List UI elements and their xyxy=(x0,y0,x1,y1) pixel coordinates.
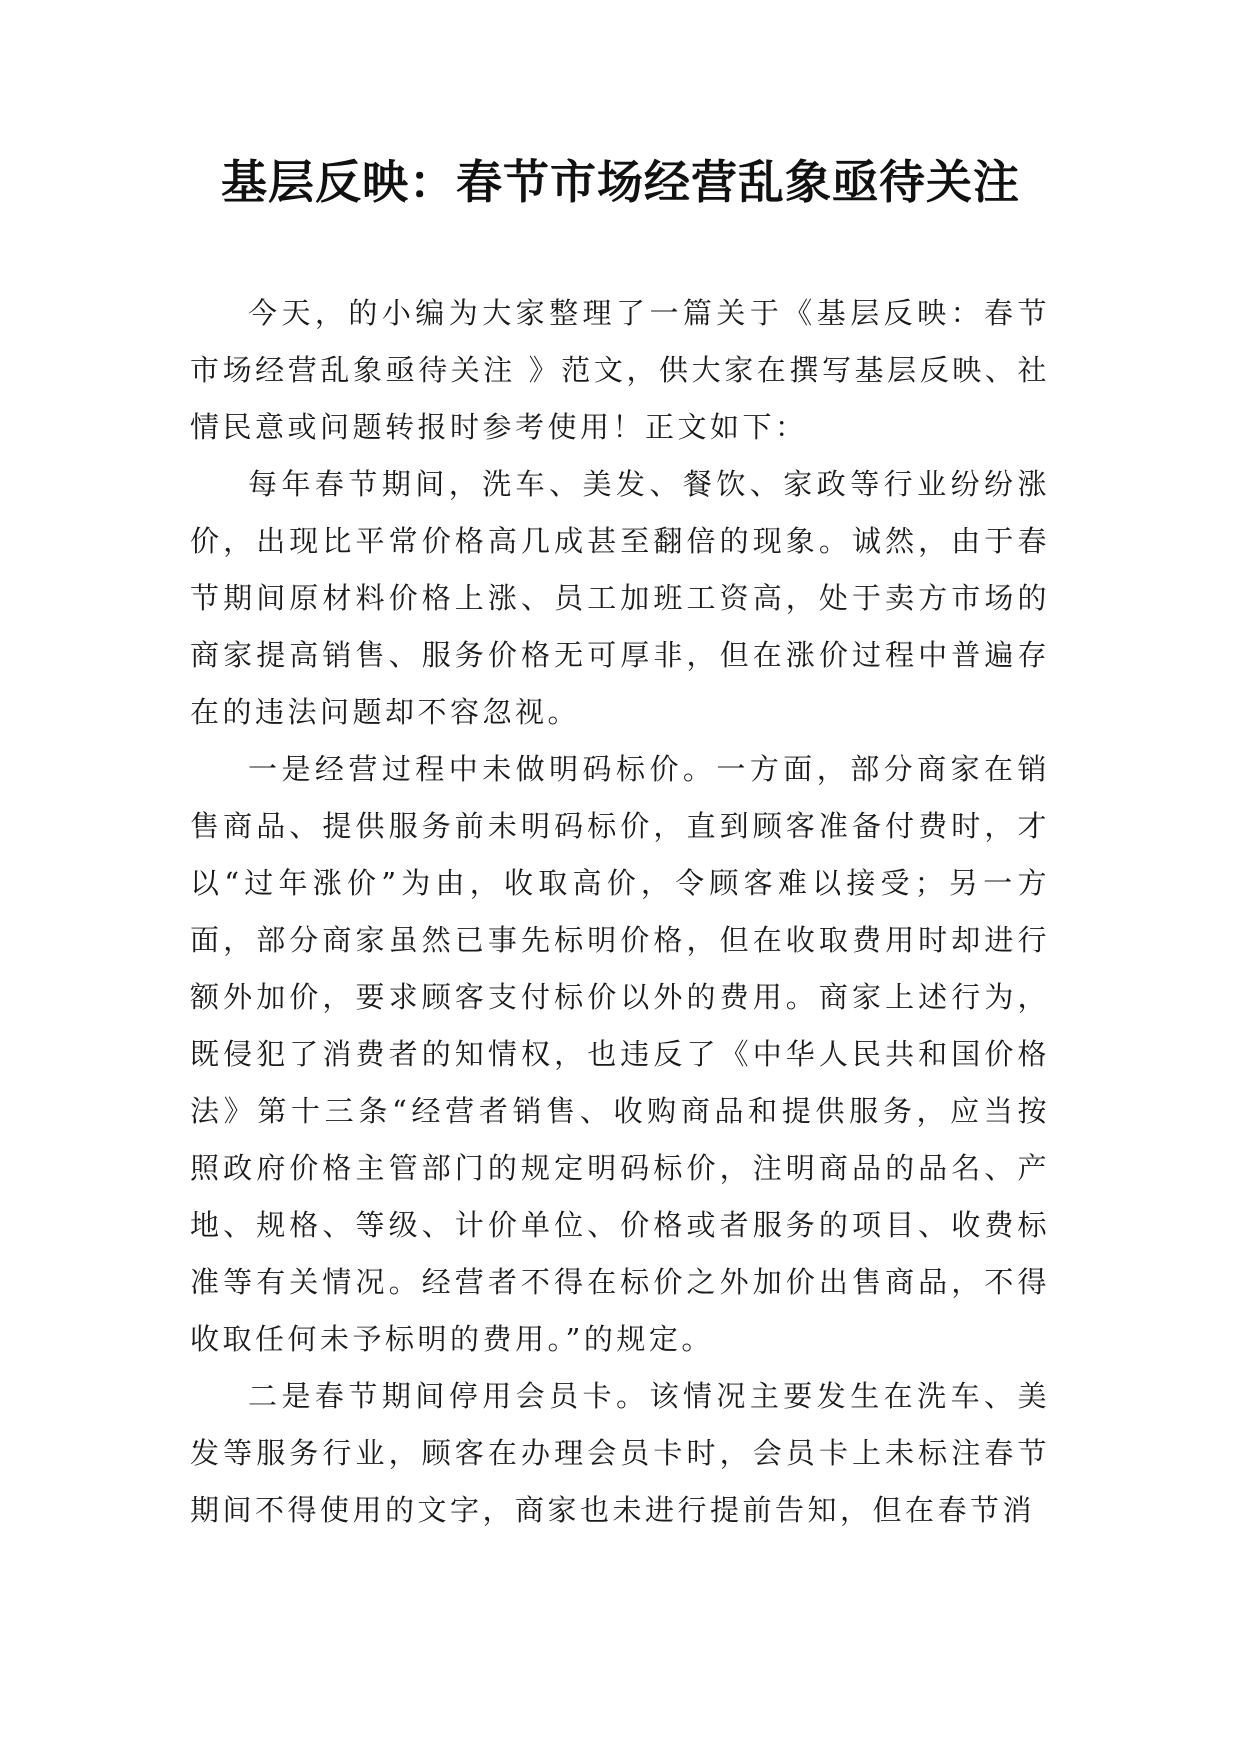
paragraph-overview: 每年春节期间，洗车、美发、餐饮、家政等行业纷纷涨价，出现比平常价格高几成甚至翻倍的现象。诚然，由于春节期间原材料价格上涨、员工加班工资高，处于卖方市场的商家提高销售、服务价格无可厚非，但在涨价过程中普遍存在的违法问题却不容忽视。 xyxy=(190,467,1050,729)
paragraph-intro: 今天，的小编为大家整理了一篇关于《基层反映：春节市场经营乱象亟待关注 》范文，供大家在撰写基层反映、社情民意或问题转报时参考使用！正文如下： xyxy=(190,296,1050,444)
paragraph-point-two: 二是春节期间停用会员卡。该情况主要发生在洗车、美发等服务行业，顾客在办理会员卡时，会员卡上未标注春节期间不得使用的文字，商家也未进行提前告知，但在春节消 xyxy=(190,1379,1050,1527)
document-title: 基层反映：春节市场经营乱象亟待关注 xyxy=(221,155,1020,209)
paragraph-point-one: 一是经营过程中未做明码标价。一方面，部分商家在销售商品、提供服务前未明码标价，直到顾客准备付费时，才以“过年涨价”为由，收取高价，令顾客难以接受；另一方面，部分商家虽然已事先标明价格，但在收取费用时却进行额外加价，要求顾客支付标价以外的费用。商家上述行为，既侵犯了消费者的知情权，也违反了《中华人民共和国价格法》第十三条“经营者销售、收购商品和提供服务，应当按照政府价格主管部门的规定明码标价，注明商品的品名、产地、规格、等级、计价单位、价格或者服务的项目、收费标准等有关情况。经营者不得在标价之外加价出售商品，不得收取任何未予标明的费用。”的规定。 xyxy=(190,752,1050,1356)
document-body xyxy=(190,285,1050,1539)
